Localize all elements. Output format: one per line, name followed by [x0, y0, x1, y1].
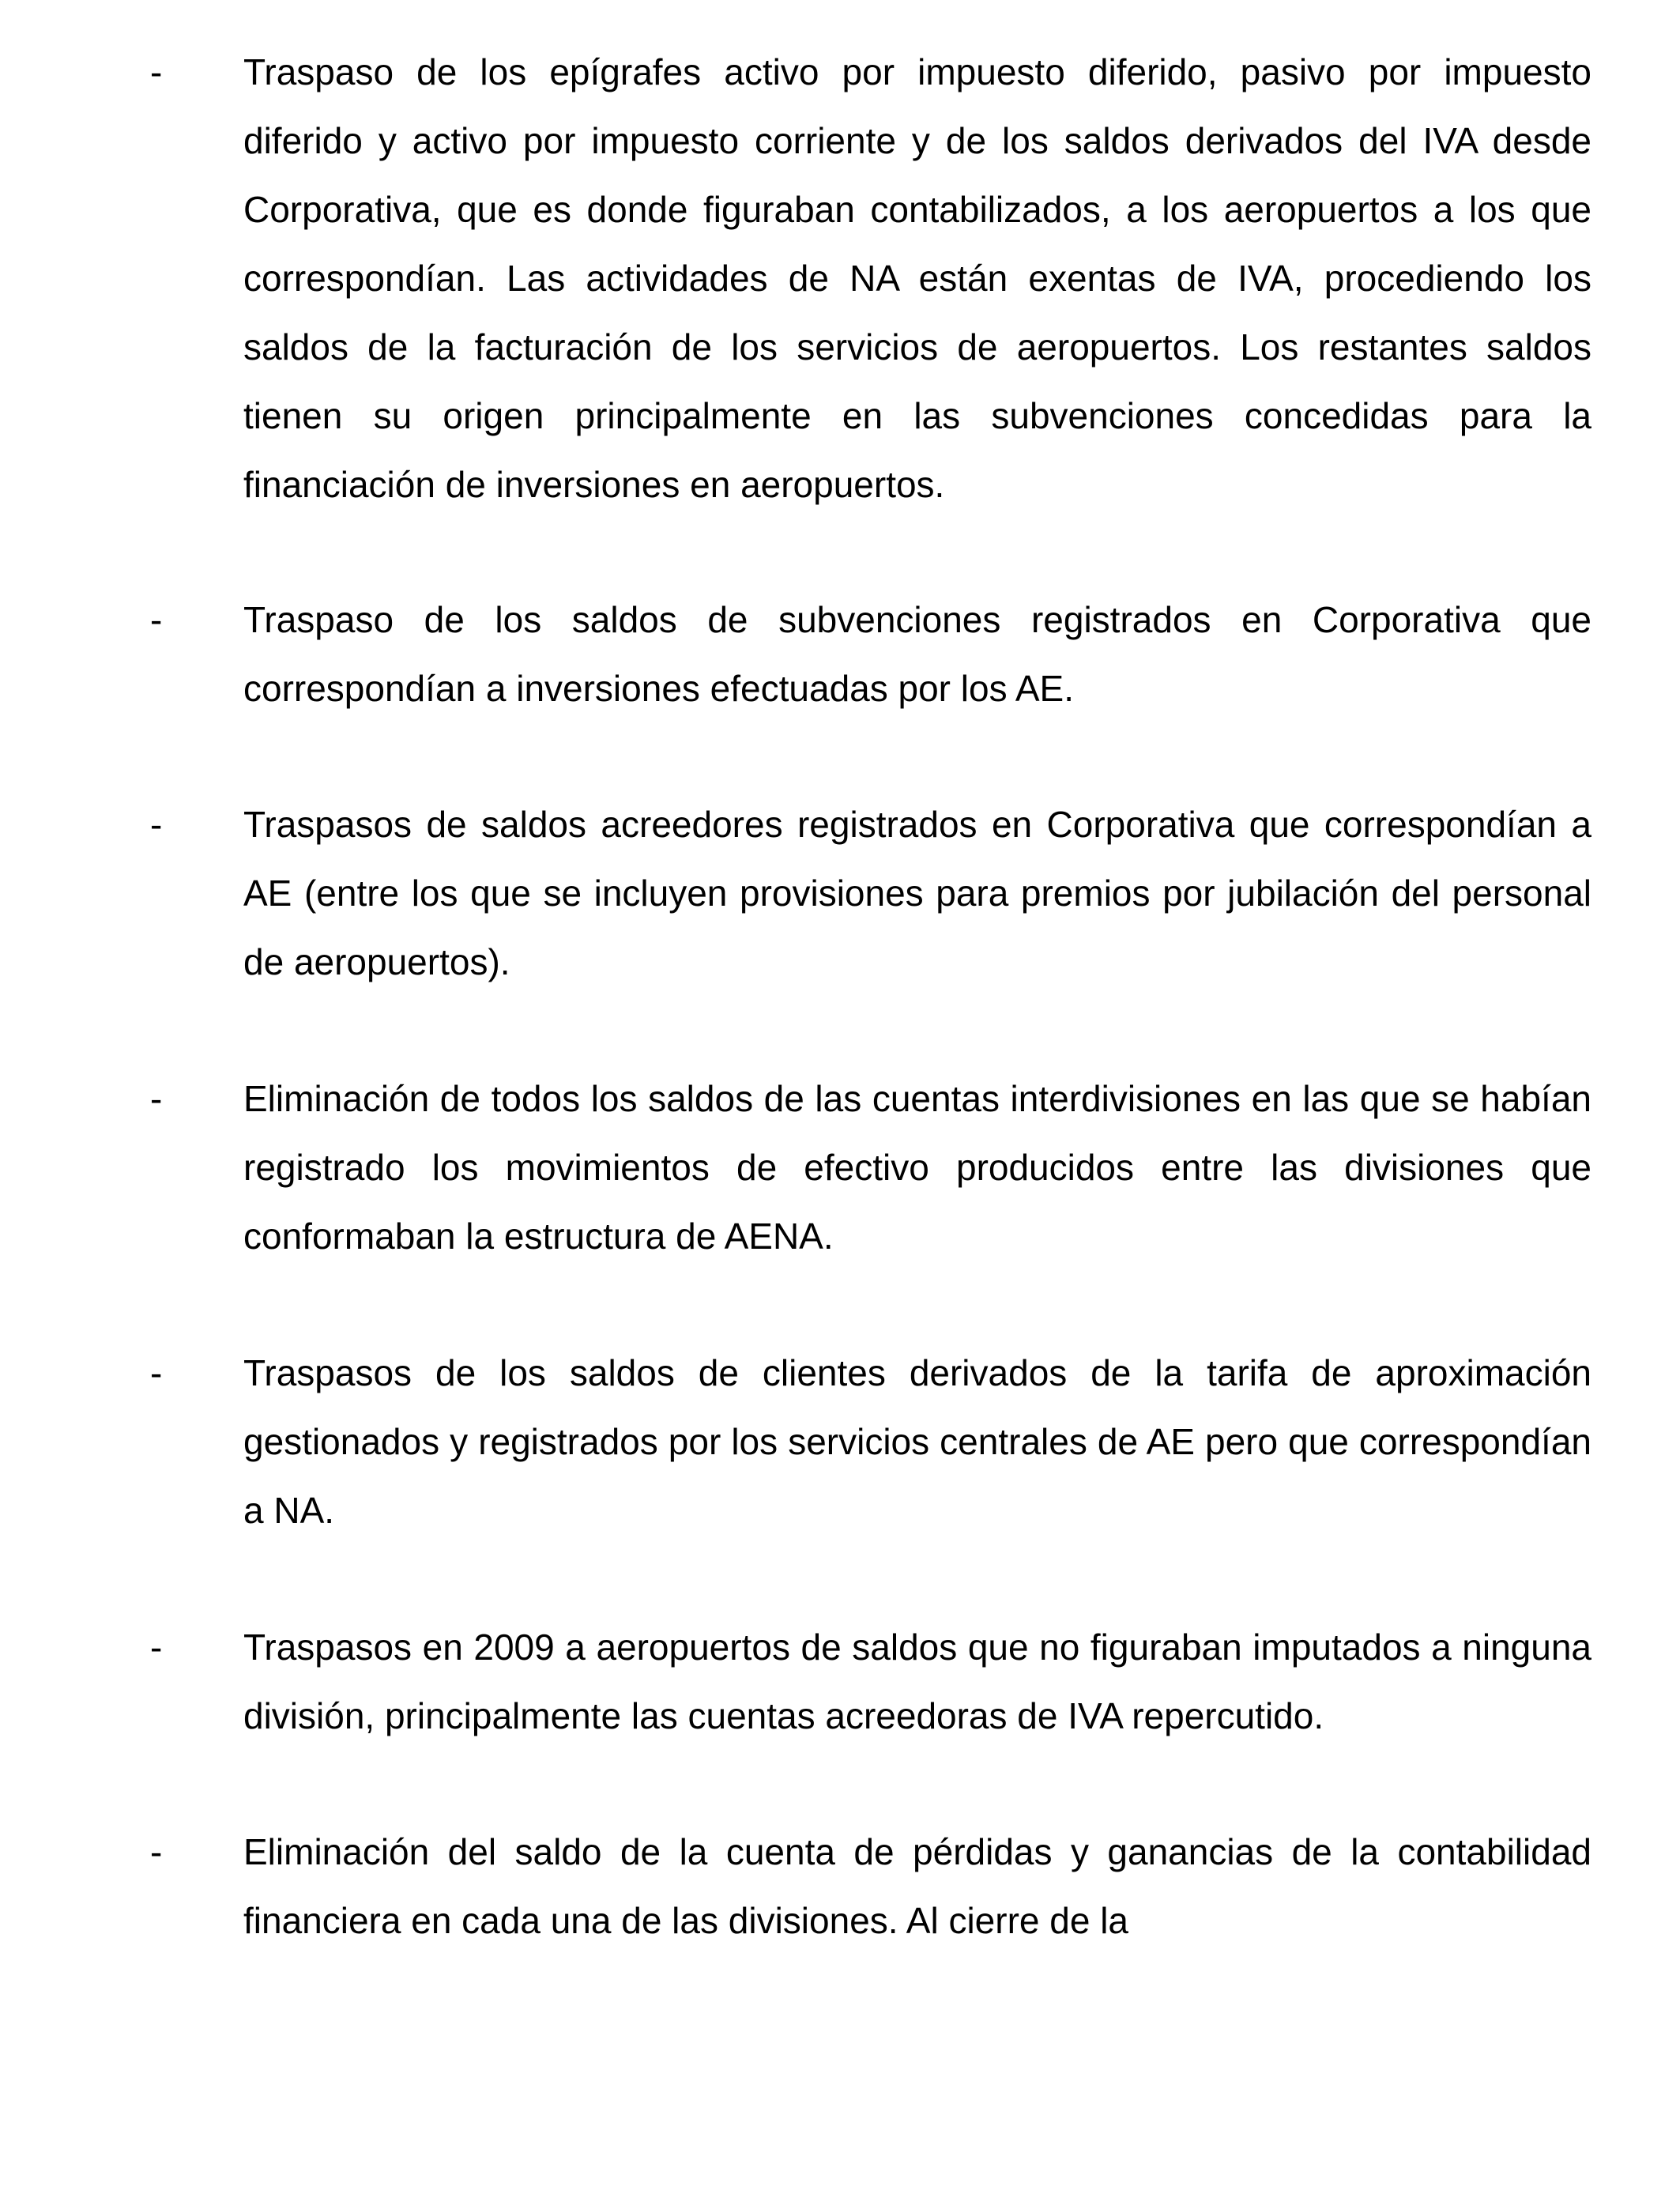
list-item-text: Traspasos de saldos acreedores registrados en Corporativa que correspondían a AE (entre los que se incluyen provisiones para premios por jubilación del personal de aeropuertos).: [243, 804, 1591, 982]
bullet-dash: -: [150, 1078, 163, 1119]
bullet-dash: -: [150, 1627, 163, 1668]
list-item-text: Traspasos de los saldos de clientes derivados de la tarifa de aproximación gestionados y registrados por los servicios centrales de AE pero que correspondían a NA.: [243, 1352, 1591, 1531]
bullet-dash: -: [150, 51, 163, 92]
list-item-text: Eliminación de todos los saldos de las cuentas interdivisiones en las que se habían registrado los movimientos de efectivo producidos entre las divisiones que conformaban la estructura de AENA.: [243, 1078, 1591, 1257]
bullet-dash: -: [150, 804, 163, 845]
list-item-text: Traspaso de los saldos de subvenciones registrados en Corporativa que correspondían a inversiones efectuadas por los AE.: [243, 599, 1591, 709]
bullet-dash: -: [150, 1831, 163, 1872]
bullet-dash: -: [150, 1352, 163, 1393]
list-item-text: Traspaso de los epígrafes activo por impuesto diferido, pasivo por impuesto diferido y activo por impuesto corriente y de los saldos derivados del IVA desde Corporativa, que es donde figuraban contabilizados, a los aeropuertos a los que correspondían. Las actividades de NA están exentas de IVA, procediendo los saldos de la facturación de los servicios de aeropuertos. Los restantes saldos tienen su origen principalmente en las subvenciones concedidas para la financiación de inversiones en aeropuertos.: [243, 51, 1591, 505]
bullet-dash: -: [150, 599, 163, 640]
list-item-text: Eliminación del saldo de la cuenta de pérdidas y ganancias de la contabilidad financiera en cada una de las divisiones. Al cierre de la: [243, 1831, 1591, 1941]
list-item-text: Traspasos en 2009 a aeropuertos de saldos que no figuraban imputados a ninguna división, principalmente las cuentas acreedoras de IVA repercutido.: [243, 1627, 1591, 1736]
